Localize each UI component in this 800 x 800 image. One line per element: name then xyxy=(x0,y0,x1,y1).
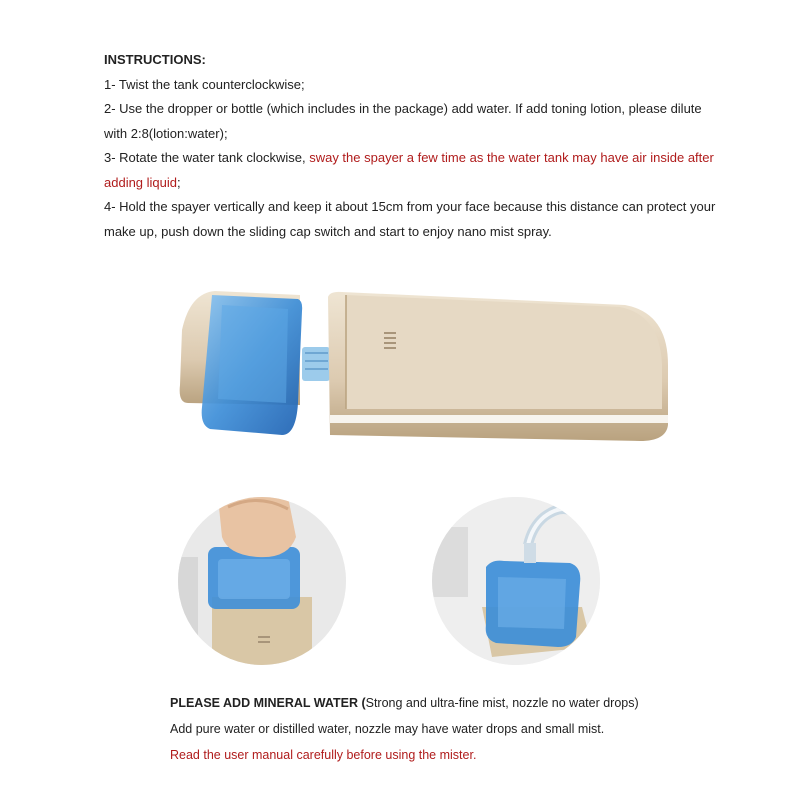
instruction-step-1: 1- Twist the tank counterclockwise; xyxy=(104,76,305,92)
mister-product-image xyxy=(170,285,670,445)
sliding-cap xyxy=(346,295,662,409)
instruction-step-2: 2- Use the dropper or bottle (which includes in the package) add water. If add toning lotion, please dilute with 2:8(lotion:water); xyxy=(104,101,702,141)
instruction-step-3-text: 3- Rotate the water tank clockwise, xyxy=(104,150,310,165)
mineral-water-detail: Strong and ultra-fine mist, nozzle no water drops) xyxy=(365,696,639,710)
filling-photo-circle xyxy=(178,497,346,665)
instruction-step-3-end: ; xyxy=(177,174,181,190)
body-seam xyxy=(330,415,668,423)
mineral-water-notes xyxy=(170,690,730,768)
mineral-water-heading: PLEASE ADD MINERAL WATER ( xyxy=(170,696,366,710)
manual-warning: Read the user manual carefully before using the mister. xyxy=(170,748,477,762)
mineral-water-line xyxy=(170,690,730,716)
pure-water-note: Add pure water or distilled water, nozzle may have water drops and small mist. xyxy=(170,722,605,736)
instructions-heading: INSTRUCTIONS: xyxy=(104,52,206,67)
instruction-step-4: 4- Hold the spayer vertically and keep it about 15cm from your face because this distance can protect your make up, push down the sliding cap switch and start to enjoy nano mist spray. xyxy=(104,199,716,239)
instruction-step-3-warning: sway the spayer a few time as the water tank may have air inside after adding liquid xyxy=(104,150,714,190)
instructions-block xyxy=(104,48,724,244)
instruction-step-3 xyxy=(104,146,724,195)
adding-water-photo-circle xyxy=(432,497,600,665)
